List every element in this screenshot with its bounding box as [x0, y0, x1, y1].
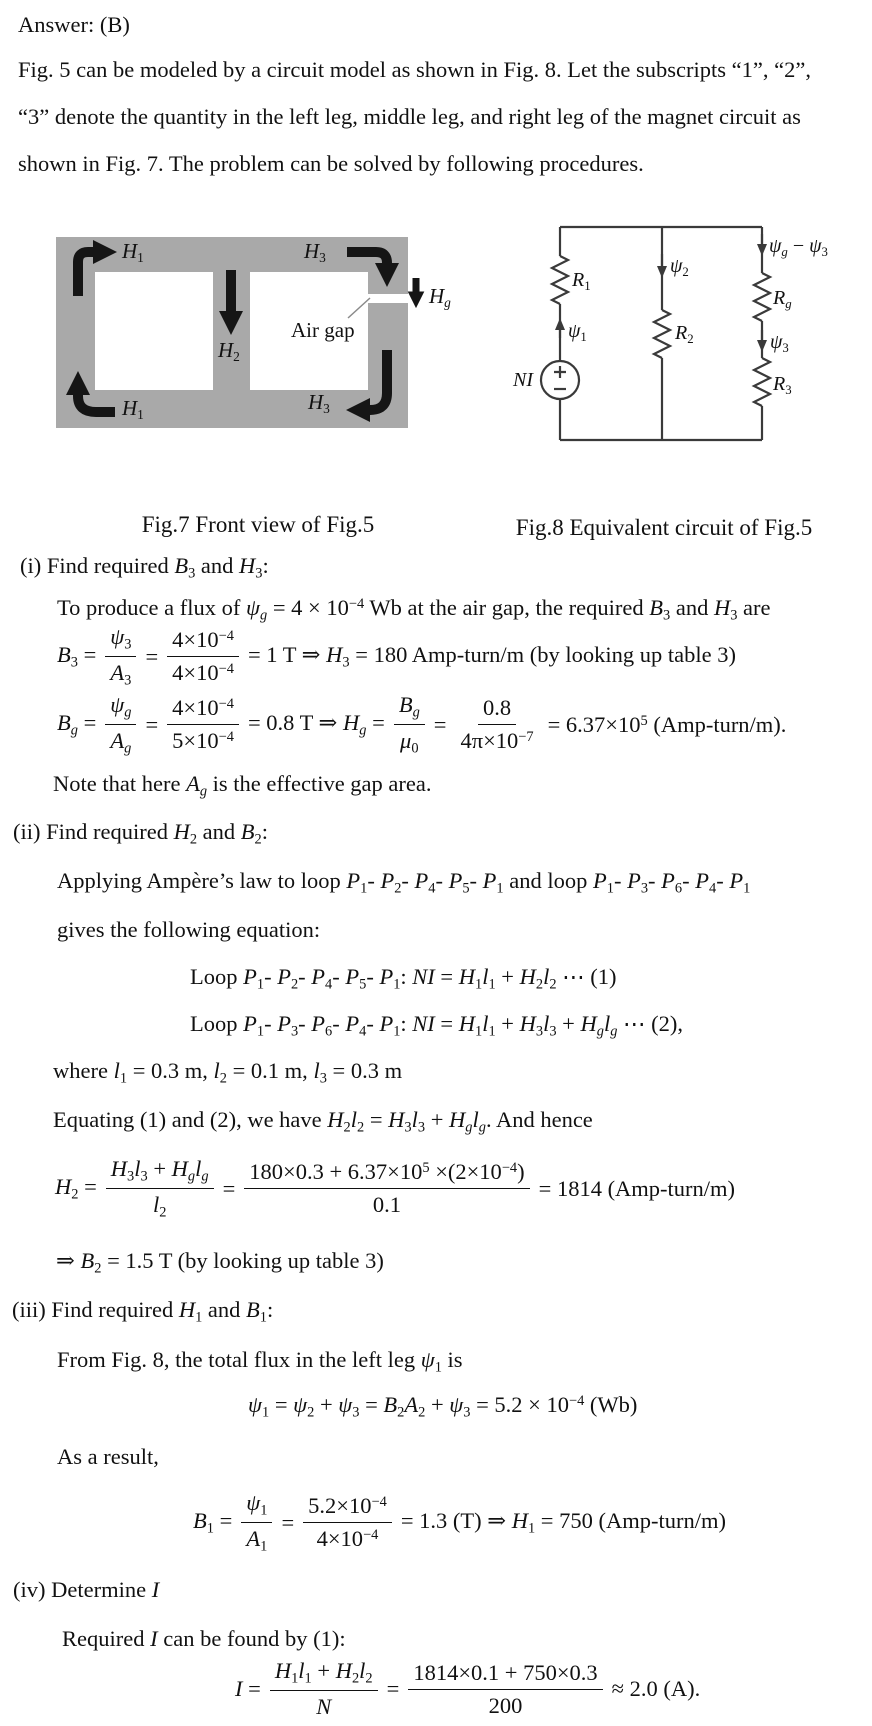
- eq-h2-rhs: = 1814 (Amp-turn/m): [538, 1175, 736, 1201]
- fig8-svg: [470, 190, 865, 470]
- intro-paragraph: [18, 46, 868, 187]
- answer-line: Answer: (B): [18, 12, 130, 37]
- equals-sign: =: [145, 643, 159, 669]
- loop-equation-1: Loop P1- P2- P4- P5- P1: NI = H1l1 + H2l2 ⋯ (1): [190, 964, 617, 993]
- fig8-caption: Fig.8 Equivalent circuit of Fig.5: [515, 515, 813, 540]
- air-gap-slot: [368, 294, 409, 303]
- eq-b3-lhs: B3 =: [57, 642, 97, 671]
- lengths-line: where l1 = 0.3 m, l2 = 0.1 m, l3 = 0.3 m: [53, 1058, 403, 1087]
- fig7-label-air-gap: Air gap: [291, 318, 355, 342]
- eq-h2-lhs: H2 =: [55, 1174, 97, 1203]
- section-iii-heading: (iii) Find required H1 and B1:: [12, 1297, 274, 1326]
- fraction: $\frac{Bg}{\mu 0}$: [394, 692, 425, 758]
- section-iii-para-1: From Fig. 8, the total flux in the left leg ψ1 is: [57, 1347, 463, 1376]
- fig8-label-r2: R2: [675, 322, 694, 346]
- section-iv-para-1: Required I can be found by (1):: [62, 1626, 346, 1651]
- equals-sign: =: [222, 1175, 236, 1201]
- resistor-r2: [654, 310, 670, 358]
- equation-i: [235, 1658, 700, 1720]
- figure-8-equivalent-circuit: [470, 190, 865, 470]
- fig8-label-ni: NI: [513, 369, 533, 391]
- core-shape: [56, 237, 409, 428]
- resistor-rg: [754, 273, 770, 321]
- eq-i-rhs: ≈ 2.0 (A).: [611, 1676, 701, 1702]
- b2-result-line: ⇒ B2 = 1.5 T (by looking up table 3): [56, 1248, 384, 1277]
- section-iv-heading: (iv) Determine I: [13, 1577, 160, 1602]
- fig7-label-h3-bottom: H3: [308, 390, 330, 417]
- psi3-arrowhead-down: [757, 340, 767, 352]
- fig7-caption: Fig.7 Front view of Fig.5: [141, 512, 375, 537]
- eq-b1-lhs: B1 =: [193, 1508, 233, 1537]
- equals-sign: =: [433, 711, 447, 737]
- intro-line-3: shown in Fig. 7. The problem can be solved by following procedures.: [18, 151, 644, 176]
- resistor-r3: [754, 358, 770, 406]
- equation-b1: [193, 1490, 726, 1556]
- fraction: $\frac{\psi g}{Ag}$: [105, 692, 136, 758]
- equation-h2: [55, 1156, 735, 1222]
- section-ii-para-1: Applying Ampère’s law to loop P1- P2- P4- P5- P1 and loop P1- P3- P6- P4- P1: [57, 868, 751, 897]
- psi1-equation: $\psi 1 = \psi 2 + \psi 3 = B2A2 + \psi 3 = 5.2 \times 10^{-4}$ (Wb): [248, 1392, 638, 1421]
- fraction: $\frac{\psi 3}{A3}$: [105, 624, 136, 690]
- intro-line-1: Fig. 5 can be modeled by a circuit model as shown in Fig. 8. Let the subscripts “1”, “2”,: [18, 57, 811, 82]
- eq-b3-rhs: = 1 T ⇒ H3 = 180 Amp-turn/m (by looking up table 3): [247, 642, 737, 671]
- fraction: $\frac{H3l3 + Hglg}{l2}$: [106, 1156, 214, 1222]
- section-ii-para-2: gives the following equation:: [57, 917, 321, 942]
- section-i-heading: (i) Find required B3 and H3:: [20, 553, 269, 582]
- eq-bg-mid: = 0.8 T ⇒ Hg =: [247, 710, 385, 739]
- eq-bg-rhs: = $6.37\times 10^5$ (Amp-turn/m).: [547, 711, 787, 737]
- equals-sign: =: [145, 711, 159, 737]
- equation-b3: [57, 624, 736, 690]
- equals-sign: =: [281, 1509, 295, 1535]
- figure-7-core-diagram: [48, 228, 468, 443]
- fig8-label-psi3: ψ3: [770, 331, 789, 355]
- fig8-label-rg: Rg: [773, 287, 792, 311]
- fraction: $\frac{4\times 10^{-4}}{5\times 10^{-4}}$: [167, 695, 239, 754]
- psi2-arrowhead-down: [657, 266, 667, 278]
- fraction: $\frac{\psi 1}{A1}$: [241, 1490, 272, 1556]
- fig7-label-h1-top: H1: [122, 239, 144, 266]
- fig8-label-r1: R1: [572, 269, 591, 293]
- fig8-label-psi2: ψ2: [670, 255, 689, 279]
- resistor-r1: [552, 256, 568, 304]
- equals-sign: =: [386, 1676, 400, 1702]
- eq-b1-rhs: = 1.3 (T) ⇒ H1 = 750 (Amp-turn/m): [400, 1508, 726, 1537]
- fig7-svg: [48, 228, 468, 443]
- fig8-label-psig-minus-psi3: ψg − ψ3: [769, 235, 828, 259]
- fraction: $\frac{0.8}{4\pi\times 10^{-7}}$: [460, 695, 534, 754]
- fraction: $\frac{1814\times 0.1 + 750\times 0.3}{200}$: [408, 1660, 602, 1719]
- fig8-label-psi1: ψ1: [568, 320, 587, 344]
- note-gap-area: Note that here Ag is the effective gap area.: [53, 771, 432, 800]
- fraction: $\frac{H1l1 + H2l2}{N}$: [270, 1658, 378, 1720]
- loop-equation-2: Loop P1- P3- P6- P4- P1: NI = H1l1 + H3l3 + Hglg ⋯ (2),: [190, 1011, 684, 1040]
- equating-line: Equating (1) and (2), we have H2l2 = H3l3 + Hglg. And hence: [53, 1107, 593, 1136]
- equation-bg: [57, 692, 786, 758]
- fraction: $\frac{5.2\times 10^{-4}}{4\times 10^{-4}}$: [303, 1493, 392, 1552]
- eq-bg-lhs: Bg =: [57, 710, 97, 739]
- fig7-label-hg: Hg: [429, 284, 451, 311]
- fig7-label-h2: H2: [218, 338, 240, 365]
- eq-i-lhs: I =: [235, 1676, 261, 1702]
- fraction: $\frac{4\times 10^{-4}}{4\times 10^{-4}}$: [167, 627, 239, 686]
- fig8-label-r3: R3: [773, 373, 792, 397]
- fig7-label-h3-top: H3: [304, 239, 326, 266]
- section-i-intro: To produce a flux of $\psi g = 4 \times 10^{-4}$ Wb at the air gap, the required B3 and H3 are: [57, 595, 771, 624]
- section-ii-heading: (ii) Find required H2 and B2:: [13, 819, 269, 848]
- left-window: [95, 272, 213, 390]
- psig-arrowhead-down: [757, 244, 767, 256]
- intro-line-2: “3” denote the quantity in the left leg, middle leg, and right leg of the magnet circuit as: [18, 104, 801, 129]
- fig7-label-h1-bottom: H1: [122, 396, 144, 423]
- section-iii-para-2: As a result,: [57, 1444, 159, 1469]
- psi1-arrowhead-up: [555, 318, 565, 330]
- fraction: $\frac{180\times 0.3 + 6.37\times 10^5 \times(2\times 10^{-4})}{0.1}$: [244, 1159, 529, 1218]
